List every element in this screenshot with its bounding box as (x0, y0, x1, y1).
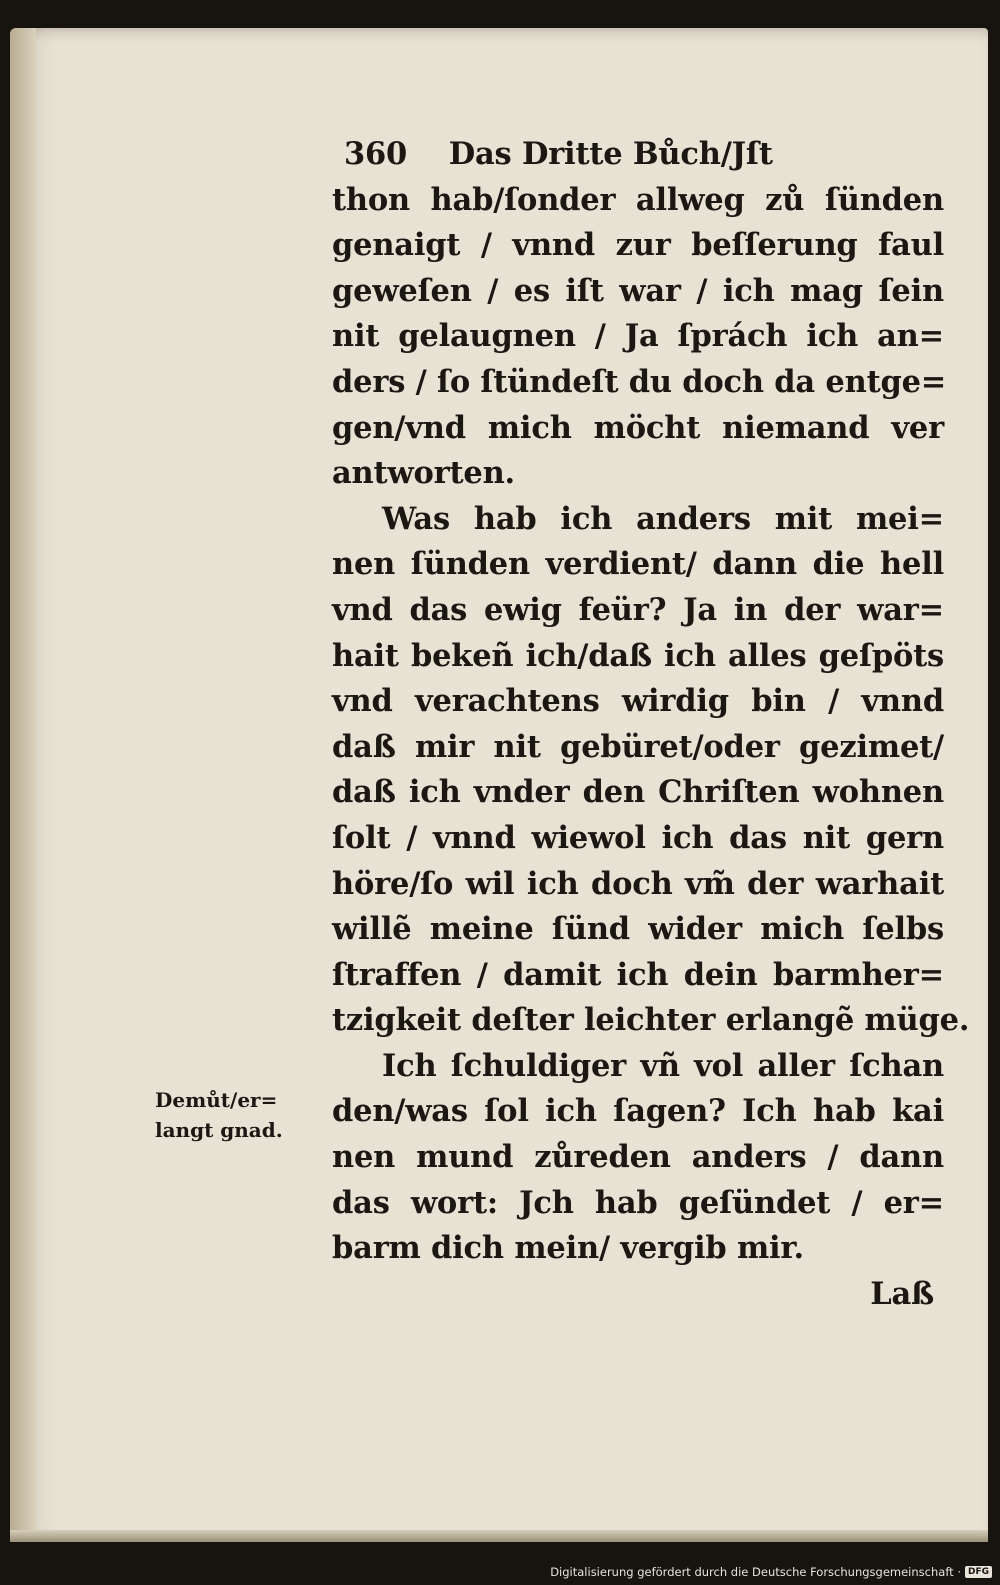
text-line: den/was ſol ich ſagen? Ich hab kai (332, 1093, 944, 1130)
catchword: Laß (870, 1275, 934, 1312)
text-line: höre/ſo wil ich doch vm̃ der warhait (332, 865, 944, 902)
marginal-note-line: Demůt/er= (155, 1088, 278, 1112)
text-line: das wort: Jch hab geſündet / er= (332, 1184, 944, 1221)
marginal-note (155, 1085, 330, 1145)
text-line: antworten. (332, 455, 515, 492)
text-line: geweſen / es iſt war / ich mag ſein (332, 272, 944, 309)
text-line: nit gelaugnen / Ja ſprách ich an= (332, 318, 944, 355)
text-line: genaigt / vnnd zur beſſerung faul (332, 227, 944, 264)
dfg-logo: DFG (965, 1566, 992, 1578)
page-edge-shadow (10, 28, 36, 1542)
text-line: nen mund zůreden anders / dann (332, 1139, 944, 1176)
text-line: willẽ meine ſünd wider mich ſelbs (332, 911, 944, 948)
text-line: hait bekeñ ich/daß ich alles geſpöts (332, 637, 944, 674)
paragraph-start-line: Was hab ich anders mit mei= (382, 500, 944, 537)
text-line: barm dich mein/ vergib mir. (332, 1230, 804, 1267)
text-line: vnd verachtens wirdig bin / vnnd (332, 683, 944, 720)
credit-text: Digitalisierung gefördert durch die Deutsche Forschungsgemeinschaft · (550, 1565, 961, 1579)
text-line: ders / ſo ſtündeſt du doch da entge= (332, 363, 947, 400)
text-line: ſtraffen / damit ich dein barmher= (332, 956, 944, 993)
paragraph-start-line: Ich ſchuldiger vñ vol aller ſchan (382, 1047, 944, 1084)
text-line: tzigkeit deſter leichter erlangẽ müge. (332, 1002, 970, 1039)
text-line: thon hab/ſonder allweg zů ſünden (332, 181, 944, 218)
text-line: daß ich vnder den Chriſten wohnen (332, 774, 944, 811)
text-line: ſolt / vnnd wiewol ich das nit gern (332, 819, 944, 856)
main-text-block (332, 132, 970, 1317)
text-line: vnd das ewig feür? Ja in der war= (332, 591, 944, 628)
text-line: gen/vnd mich möcht niemand ver (332, 409, 944, 446)
text-line: daß mir nit gebüret/oder gezimet/ (332, 728, 944, 765)
page-bottom-edge (10, 1530, 988, 1542)
text-line: nen ſünden verdient/ dann die hell (332, 546, 944, 583)
digitization-credit (550, 1565, 992, 1579)
running-header: 360 Das Dritte Bůch/Jſt (344, 136, 773, 172)
marginal-note-line: langt gnad. (155, 1118, 283, 1142)
